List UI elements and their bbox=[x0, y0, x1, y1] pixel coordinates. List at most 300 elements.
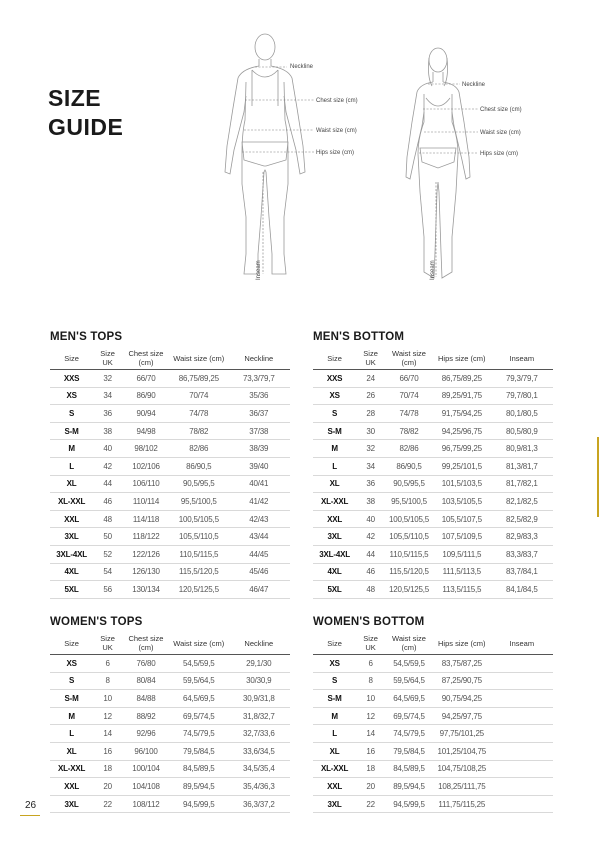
value-cell: 76/80 bbox=[122, 655, 170, 673]
value-cell: 110/114 bbox=[122, 493, 170, 511]
value-cell: 38 bbox=[93, 422, 122, 440]
table-row bbox=[50, 510, 290, 528]
value-cell: 36 bbox=[93, 405, 122, 423]
value-cell: 46 bbox=[93, 493, 122, 511]
size-cell: S bbox=[50, 405, 93, 423]
value-cell: 80,9/81,3 bbox=[491, 440, 553, 458]
womens-tops-table bbox=[50, 632, 290, 813]
value-cell: 24 bbox=[356, 370, 385, 388]
value-cell: 56 bbox=[93, 581, 122, 599]
column-header: Size bbox=[313, 632, 356, 655]
column-header: Chest size (cm) bbox=[122, 632, 170, 655]
table-row bbox=[50, 742, 290, 760]
value-cell: 45/46 bbox=[228, 563, 290, 581]
value-cell: 81,3/81,7 bbox=[491, 457, 553, 475]
table-row bbox=[313, 457, 553, 475]
value-cell: 18 bbox=[356, 760, 385, 778]
woman-label-hips: Hips size (cm) bbox=[480, 151, 519, 157]
value-cell: 100,5/105,5 bbox=[170, 510, 228, 528]
man-label-waist: Waist size (cm) bbox=[316, 128, 357, 134]
size-cell: L bbox=[50, 457, 93, 475]
value-cell: 86,75/89,25 bbox=[433, 370, 491, 388]
value-cell: 70/74 bbox=[170, 387, 228, 405]
value-cell: 6 bbox=[93, 655, 122, 673]
size-cell: 3XL bbox=[50, 528, 93, 546]
mens-tops-table bbox=[50, 347, 290, 599]
value-cell: 89,25/91,75 bbox=[433, 387, 491, 405]
table-row bbox=[50, 475, 290, 493]
value-cell: 32 bbox=[93, 370, 122, 388]
value-cell bbox=[491, 742, 553, 760]
value-cell: 99,25/101,5 bbox=[433, 457, 491, 475]
value-cell: 86/90,5 bbox=[385, 457, 433, 475]
table-row bbox=[50, 387, 290, 405]
value-cell: 101,5/103,5 bbox=[433, 475, 491, 493]
size-cell: XXL bbox=[50, 510, 93, 528]
value-cell bbox=[491, 725, 553, 743]
value-cell: 120,5/125,5 bbox=[170, 581, 228, 599]
value-cell: 84,5/89,5 bbox=[385, 760, 433, 778]
column-header: Size UK bbox=[93, 347, 122, 370]
value-cell: 74,5/79,5 bbox=[385, 725, 433, 743]
size-cell: XXL bbox=[313, 510, 356, 528]
value-cell: 130/134 bbox=[122, 581, 170, 599]
value-cell: 8 bbox=[93, 672, 122, 690]
body-measurement-diagram bbox=[220, 22, 550, 297]
value-cell: 79,5/84,5 bbox=[170, 742, 228, 760]
table-row bbox=[50, 690, 290, 708]
value-cell: 104,75/108,25 bbox=[433, 760, 491, 778]
table-row bbox=[313, 795, 553, 813]
value-cell bbox=[491, 760, 553, 778]
value-cell: 74,5/79,5 bbox=[170, 725, 228, 743]
value-cell: 59,5/64,5 bbox=[385, 672, 433, 690]
table-row bbox=[313, 422, 553, 440]
man-label-hips: Hips size (cm) bbox=[316, 150, 355, 156]
value-cell: 42/43 bbox=[228, 510, 290, 528]
value-cell: 18 bbox=[93, 760, 122, 778]
value-cell: 44 bbox=[93, 475, 122, 493]
value-cell: 102/106 bbox=[122, 457, 170, 475]
value-cell: 80,5/80,9 bbox=[491, 422, 553, 440]
value-cell: 89,5/94,5 bbox=[170, 778, 228, 796]
size-cell: 4XL bbox=[50, 563, 93, 581]
size-cell: XXS bbox=[50, 370, 93, 388]
value-cell: 84,1/84,5 bbox=[491, 581, 553, 599]
size-cell: M bbox=[313, 440, 356, 458]
value-cell: 12 bbox=[356, 707, 385, 725]
value-cell: 80,1/80,5 bbox=[491, 405, 553, 423]
table-row bbox=[50, 795, 290, 813]
value-cell: 82/86 bbox=[385, 440, 433, 458]
column-header: Inseam bbox=[491, 632, 553, 655]
value-cell: 101,25/104,75 bbox=[433, 742, 491, 760]
value-cell: 94/98 bbox=[122, 422, 170, 440]
mens-bottom-section bbox=[313, 331, 553, 599]
value-cell: 98/102 bbox=[122, 440, 170, 458]
table-row bbox=[313, 475, 553, 493]
woman-figure bbox=[406, 48, 470, 278]
column-header: Waist size (cm) bbox=[170, 347, 228, 370]
value-cell: 69,5/74,5 bbox=[170, 707, 228, 725]
value-cell: 37/38 bbox=[228, 422, 290, 440]
value-cell: 122/126 bbox=[122, 545, 170, 563]
table-row bbox=[50, 655, 290, 673]
column-header: Waist size (cm) bbox=[385, 632, 433, 655]
size-cell: XS bbox=[50, 387, 93, 405]
value-cell: 89,5/94,5 bbox=[385, 778, 433, 796]
column-header: Size bbox=[50, 632, 93, 655]
value-cell: 66/70 bbox=[122, 370, 170, 388]
value-cell: 40 bbox=[93, 440, 122, 458]
table-row bbox=[313, 563, 553, 581]
value-cell: 39/40 bbox=[228, 457, 290, 475]
value-cell: 80/84 bbox=[122, 672, 170, 690]
value-cell: 115,5/120,5 bbox=[170, 563, 228, 581]
size-cell: 5XL bbox=[313, 581, 356, 599]
column-header: Inseam bbox=[491, 347, 553, 370]
table-row bbox=[50, 778, 290, 796]
value-cell: 100,5/105,5 bbox=[385, 510, 433, 528]
value-cell: 10 bbox=[93, 690, 122, 708]
value-cell: 90,5/95,5 bbox=[170, 475, 228, 493]
woman-label-waist: Waist size (cm) bbox=[480, 130, 521, 136]
value-cell: 35/36 bbox=[228, 387, 290, 405]
value-cell: 32,7/33,6 bbox=[228, 725, 290, 743]
value-cell: 105,5/107,5 bbox=[433, 510, 491, 528]
value-cell: 86/90 bbox=[122, 387, 170, 405]
table-row bbox=[313, 370, 553, 388]
value-cell: 126/130 bbox=[122, 563, 170, 581]
column-header: Hips size (cm) bbox=[433, 347, 491, 370]
value-cell: 92/96 bbox=[122, 725, 170, 743]
size-cell: XS bbox=[50, 655, 93, 673]
value-cell: 14 bbox=[93, 725, 122, 743]
size-cell: 3XL bbox=[50, 795, 93, 813]
table-row bbox=[50, 725, 290, 743]
side-accent-bar bbox=[597, 437, 599, 517]
size-cell: 3XL-4XL bbox=[313, 545, 356, 563]
table-row bbox=[50, 760, 290, 778]
size-cell: S-M bbox=[313, 422, 356, 440]
mens-bottom-title: MEN'S BOTTOM bbox=[313, 331, 405, 343]
column-header: Size bbox=[313, 347, 356, 370]
woman-label-inseam: Inseam bbox=[430, 260, 436, 280]
value-cell bbox=[491, 672, 553, 690]
size-cell: S-M bbox=[50, 690, 93, 708]
table-row bbox=[50, 563, 290, 581]
value-cell: 35,4/36,3 bbox=[228, 778, 290, 796]
value-cell: 30 bbox=[356, 422, 385, 440]
value-cell: 107,5/109,5 bbox=[433, 528, 491, 546]
value-cell: 59,5/64,5 bbox=[170, 672, 228, 690]
womens-bottom-title: WOMEN'S BOTTOM bbox=[313, 616, 425, 628]
size-cell: S-M bbox=[313, 690, 356, 708]
value-cell: 41/42 bbox=[228, 493, 290, 511]
value-cell: 74/78 bbox=[385, 405, 433, 423]
value-cell: 108/112 bbox=[122, 795, 170, 813]
size-cell: XL-XXL bbox=[313, 493, 356, 511]
value-cell: 86,75/89,25 bbox=[170, 370, 228, 388]
value-cell: 6 bbox=[356, 655, 385, 673]
value-cell: 22 bbox=[93, 795, 122, 813]
womens-bottom-table bbox=[313, 632, 553, 813]
value-cell: 78/82 bbox=[170, 422, 228, 440]
value-cell: 54 bbox=[93, 563, 122, 581]
value-cell: 110,5/115,5 bbox=[385, 545, 433, 563]
size-cell: M bbox=[50, 707, 93, 725]
value-cell: 64,5/69,5 bbox=[170, 690, 228, 708]
value-cell: 83,7/84,1 bbox=[491, 563, 553, 581]
value-cell bbox=[491, 778, 553, 796]
value-cell: 115,5/120,5 bbox=[385, 563, 433, 581]
value-cell: 100/104 bbox=[122, 760, 170, 778]
size-cell: S bbox=[50, 672, 93, 690]
table-row bbox=[313, 707, 553, 725]
value-cell: 70/74 bbox=[385, 387, 433, 405]
size-cell: 3XL bbox=[313, 795, 356, 813]
size-cell: XL-XXL bbox=[50, 760, 93, 778]
man-figure bbox=[225, 34, 305, 274]
page-number-rule bbox=[20, 815, 40, 816]
value-cell: 48 bbox=[93, 510, 122, 528]
value-cell: 69,5/74,5 bbox=[385, 707, 433, 725]
value-cell: 83,3/83,7 bbox=[491, 545, 553, 563]
value-cell: 97,75/101,25 bbox=[433, 725, 491, 743]
column-header: Neckline bbox=[228, 632, 290, 655]
table-row bbox=[50, 581, 290, 599]
womens-tops-section bbox=[50, 616, 290, 813]
value-cell: 105,5/110,5 bbox=[170, 528, 228, 546]
value-cell: 95,5/100,5 bbox=[385, 493, 433, 511]
value-cell: 36,3/37,2 bbox=[228, 795, 290, 813]
column-header: Chest size (cm) bbox=[122, 347, 170, 370]
value-cell: 86/90,5 bbox=[170, 457, 228, 475]
value-cell: 38 bbox=[356, 493, 385, 511]
value-cell: 82,1/82,5 bbox=[491, 493, 553, 511]
value-cell: 16 bbox=[93, 742, 122, 760]
size-cell: XL-XXL bbox=[50, 493, 93, 511]
value-cell bbox=[491, 655, 553, 673]
value-cell: 90,75/94,25 bbox=[433, 690, 491, 708]
value-cell: 46 bbox=[356, 563, 385, 581]
table-row bbox=[313, 778, 553, 796]
size-cell: L bbox=[313, 725, 356, 743]
column-header: Size UK bbox=[356, 632, 385, 655]
size-cell: S bbox=[313, 672, 356, 690]
table-row bbox=[313, 545, 553, 563]
value-cell: 50 bbox=[93, 528, 122, 546]
value-cell: 8 bbox=[356, 672, 385, 690]
value-cell: 54,5/59,5 bbox=[385, 655, 433, 673]
value-cell: 94,25/96,75 bbox=[433, 422, 491, 440]
value-cell: 40/41 bbox=[228, 475, 290, 493]
value-cell: 54,5/59,5 bbox=[170, 655, 228, 673]
value-cell: 82,9/83,3 bbox=[491, 528, 553, 546]
table-row bbox=[313, 405, 553, 423]
value-cell: 90/94 bbox=[122, 405, 170, 423]
value-cell: 26 bbox=[356, 387, 385, 405]
value-cell: 46/47 bbox=[228, 581, 290, 599]
column-header: Waist size (cm) bbox=[170, 632, 228, 655]
value-cell: 79,7/80,1 bbox=[491, 387, 553, 405]
woman-label-neckline: Neckline bbox=[462, 82, 486, 88]
value-cell: 28 bbox=[356, 405, 385, 423]
value-cell: 48 bbox=[356, 581, 385, 599]
size-cell: XS bbox=[313, 655, 356, 673]
value-cell bbox=[491, 690, 553, 708]
size-cell: M bbox=[313, 707, 356, 725]
table-row bbox=[50, 422, 290, 440]
mens-bottom-table bbox=[313, 347, 553, 599]
table-row bbox=[50, 528, 290, 546]
mens-tops-section bbox=[50, 331, 290, 599]
table-row bbox=[50, 545, 290, 563]
value-cell: 114/118 bbox=[122, 510, 170, 528]
value-cell: 108,25/111,75 bbox=[433, 778, 491, 796]
woman-label-chest: Chest size (cm) bbox=[480, 107, 522, 113]
value-cell: 111,5/113,5 bbox=[433, 563, 491, 581]
size-cell: XS bbox=[313, 387, 356, 405]
value-cell: 84,5/89,5 bbox=[170, 760, 228, 778]
man-label-chest: Chest size (cm) bbox=[316, 98, 358, 104]
value-cell: 36/37 bbox=[228, 405, 290, 423]
value-cell: 106/110 bbox=[122, 475, 170, 493]
value-cell: 42 bbox=[93, 457, 122, 475]
value-cell: 82,5/82,9 bbox=[491, 510, 553, 528]
table-row bbox=[50, 707, 290, 725]
value-cell: 91,75/94,25 bbox=[433, 405, 491, 423]
value-cell: 43/44 bbox=[228, 528, 290, 546]
value-cell: 29,1/30 bbox=[228, 655, 290, 673]
value-cell: 42 bbox=[356, 528, 385, 546]
value-cell: 90,5/95,5 bbox=[385, 475, 433, 493]
womens-bottom-section bbox=[313, 616, 553, 813]
table-row bbox=[50, 440, 290, 458]
value-cell: 34,5/35,4 bbox=[228, 760, 290, 778]
value-cell: 94,25/97,75 bbox=[433, 707, 491, 725]
value-cell: 33,6/34,5 bbox=[228, 742, 290, 760]
value-cell: 95,5/100,5 bbox=[170, 493, 228, 511]
size-cell: XL bbox=[50, 475, 93, 493]
value-cell: 64,5/69,5 bbox=[385, 690, 433, 708]
table-row bbox=[313, 690, 553, 708]
size-cell: 3XL-4XL bbox=[50, 545, 93, 563]
size-cell: XXS bbox=[313, 370, 356, 388]
table-row bbox=[313, 528, 553, 546]
value-cell: 118/122 bbox=[122, 528, 170, 546]
value-cell: 38/39 bbox=[228, 440, 290, 458]
title-line-1: SIZE bbox=[48, 85, 102, 111]
size-cell: XL bbox=[313, 475, 356, 493]
value-cell: 30,9/31,8 bbox=[228, 690, 290, 708]
table-row bbox=[50, 457, 290, 475]
value-cell: 30/30,9 bbox=[228, 672, 290, 690]
page-number: 26 bbox=[25, 800, 37, 811]
table-row bbox=[313, 742, 553, 760]
value-cell: 96,75/99,25 bbox=[433, 440, 491, 458]
size-cell: XL-XXL bbox=[313, 760, 356, 778]
size-cell: XL bbox=[50, 742, 93, 760]
value-cell: 87,25/90,75 bbox=[433, 672, 491, 690]
value-cell: 73,3/79,7 bbox=[228, 370, 290, 388]
value-cell: 94,5/99,5 bbox=[170, 795, 228, 813]
size-cell: XXL bbox=[50, 778, 93, 796]
size-cell: 4XL bbox=[313, 563, 356, 581]
value-cell: 16 bbox=[356, 742, 385, 760]
value-cell: 74/78 bbox=[170, 405, 228, 423]
value-cell: 12 bbox=[93, 707, 122, 725]
value-cell: 78/82 bbox=[385, 422, 433, 440]
value-cell: 32 bbox=[356, 440, 385, 458]
title-line-2: GUIDE bbox=[48, 114, 124, 140]
size-cell: L bbox=[313, 457, 356, 475]
value-cell: 79,3/79,7 bbox=[491, 370, 553, 388]
size-cell: 3XL bbox=[313, 528, 356, 546]
page-title bbox=[48, 84, 123, 142]
table-row bbox=[313, 510, 553, 528]
table-row bbox=[313, 655, 553, 673]
column-header: Waist size (cm) bbox=[385, 347, 433, 370]
value-cell: 111,75/115,25 bbox=[433, 795, 491, 813]
value-cell: 103,5/105,5 bbox=[433, 493, 491, 511]
value-cell: 52 bbox=[93, 545, 122, 563]
value-cell: 66/70 bbox=[385, 370, 433, 388]
value-cell: 96/100 bbox=[122, 742, 170, 760]
value-cell: 104/108 bbox=[122, 778, 170, 796]
value-cell: 20 bbox=[356, 778, 385, 796]
value-cell: 31,8/32,7 bbox=[228, 707, 290, 725]
column-header: Size UK bbox=[356, 347, 385, 370]
table-row bbox=[313, 725, 553, 743]
value-cell bbox=[491, 707, 553, 725]
value-cell: 34 bbox=[93, 387, 122, 405]
value-cell: 10 bbox=[356, 690, 385, 708]
table-row bbox=[313, 493, 553, 511]
value-cell: 94,5/99,5 bbox=[385, 795, 433, 813]
column-header: Size UK bbox=[93, 632, 122, 655]
column-header: Neckline bbox=[228, 347, 290, 370]
value-cell: 88/92 bbox=[122, 707, 170, 725]
value-cell: 82/86 bbox=[170, 440, 228, 458]
value-cell: 83,75/87,25 bbox=[433, 655, 491, 673]
value-cell: 81,7/82,1 bbox=[491, 475, 553, 493]
value-cell: 109,5/111,5 bbox=[433, 545, 491, 563]
value-cell: 40 bbox=[356, 510, 385, 528]
value-cell: 113,5/115,5 bbox=[433, 581, 491, 599]
value-cell: 14 bbox=[356, 725, 385, 743]
table-row bbox=[50, 672, 290, 690]
value-cell: 120,5/125,5 bbox=[385, 581, 433, 599]
value-cell: 110,5/115,5 bbox=[170, 545, 228, 563]
table-row bbox=[50, 370, 290, 388]
table-row bbox=[313, 760, 553, 778]
table-row bbox=[313, 387, 553, 405]
size-cell: M bbox=[50, 440, 93, 458]
value-cell bbox=[491, 795, 553, 813]
value-cell: 44/45 bbox=[228, 545, 290, 563]
size-cell: XL bbox=[313, 742, 356, 760]
man-label-neckline: Neckline bbox=[290, 64, 314, 70]
man-label-inseam: Inseam bbox=[256, 260, 262, 280]
table-row bbox=[313, 440, 553, 458]
column-header: Hips size (cm) bbox=[433, 632, 491, 655]
value-cell: 20 bbox=[93, 778, 122, 796]
table-row bbox=[313, 581, 553, 599]
size-cell: S bbox=[313, 405, 356, 423]
value-cell: 22 bbox=[356, 795, 385, 813]
size-cell: S-M bbox=[50, 422, 93, 440]
